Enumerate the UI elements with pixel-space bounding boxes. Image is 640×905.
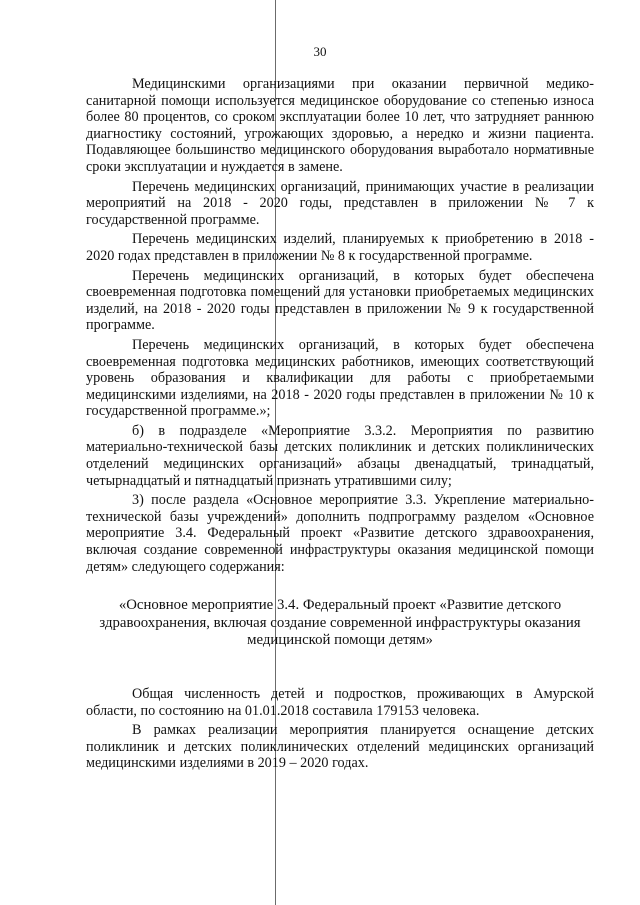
paragraph-equipment-plan: В рамках реализации мероприятия планируется оснащение детских поликлиник и детских поликлинических отделений медицинских организаций медицинскими изделиями в 2019 – 2020 годах.: [86, 722, 594, 772]
paragraph-appendix-9: Перечень медицинских организаций, в которых будет обеспечена своевременная подготовка помещений для установки приобретаемых медицинских изделий, на 2018 - 2020 годы представлен в приложении № 9 к государственной программе.: [86, 267, 594, 334]
paragraph-appendix-10: Перечень медицинских организаций, в которых будет обеспечена своевременная подготовка медицинских работников, имеющих соответствующий уровень образования и квалификации для работы с приобретаемыми медицинскими изделиями, на 2018 - 2020 годы представлен в приложении № 10 к государственной программе.»;: [86, 336, 594, 420]
page-number: 30: [313, 44, 327, 59]
paragraph-children-count: Общая численность детей и подростков, проживающих в Амурской области, по состоянию на 01.01.2018 составила 179153 человека.: [86, 686, 594, 719]
paragraph-appendix-8: Перечень медицинских изделий, планируемых к приобретению в 2018 - 2020 годах представлен в приложении № 8 к государственной программе.: [86, 231, 594, 264]
document-body: [86, 76, 594, 775]
paragraph-item-3: 3) после раздела «Основное мероприятие 3.3. Укрепление материально-технической базы учреждений» дополнить подпрограмму разделом «Основное мероприятие 3.4. Федеральный проект «Развитие детского здравоохранения, включая создание современной инфраструктуры оказания медицинской помощи детям» следующего содержания:: [86, 492, 594, 575]
paragraph-appendix-7: Перечень медицинских организаций, принимающих участие в реализации мероприятий на 2018 - 2020 годы, представлен в приложении № 7 к государственной программе.: [86, 178, 594, 228]
section-heading: «Основное мероприятие 3.4. Федеральный проект «Развитие детского здравоохранения, включая создание современной инфраструктуры оказания медицинской помощи детям»: [99, 597, 581, 649]
paragraph-subsection-b: б) в подразделе «Мероприятие 3.3.2. Мероприятия по развитию материально-технической базы детских поликлиник и детских поликлинических отделений медицинских организаций» абзацы двенадцатый, тринадцатый, четырнадцатый и пятнадцатый признать утратившими силу;: [86, 422, 594, 489]
paragraph-equipment-wear: Медицинскими организациями при оказании первичной медико-санитарной помощи используется медицинское оборудование со степенью износа более 80 процентов, со сроком эксплуатации более 10 лет, что затрудняет раннюю диагностику состояний, угрожающих здоровью, а нередко и жизни пациента. Подавляющее большинство медицинского оборудования выработало нормативные сроки эксплуатации и нуждается в замене.: [86, 76, 594, 175]
